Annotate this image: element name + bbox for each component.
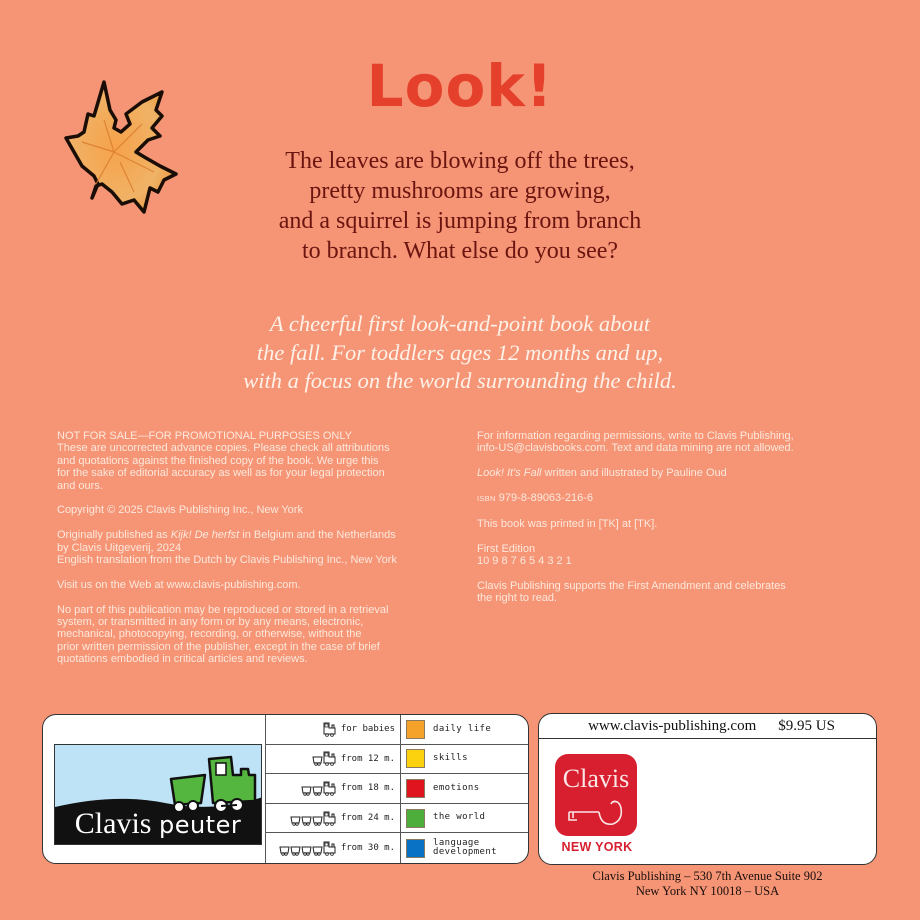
original-publication: Originally published as Kijk! De herfst in Belgium and the Netherlands — [57, 529, 396, 542]
notice-heading: NOT FOR SALE—FOR PROMOTIONAL PURPOSES ONLY — [57, 430, 353, 442]
isbn-label: ISBN — [477, 494, 496, 503]
tagline-line: the fall. For toddlers ages 12 months and up, — [256, 339, 664, 365]
train-icon — [312, 751, 337, 766]
clavis-logo-word: Clavis — [562, 764, 630, 793]
isbn — [477, 492, 877, 505]
blurb — [0, 146, 920, 266]
notice-line: for the sake of editorial accuracy as well as for your legal protection — [57, 467, 385, 480]
age-row: from 24 m. — [266, 804, 400, 834]
publisher-box — [538, 713, 877, 865]
price: $9.95 US — [778, 717, 835, 734]
train-icon — [323, 722, 337, 737]
age-levels — [265, 715, 400, 863]
amendment-line: the right to read. — [477, 592, 558, 605]
logo-wordmark: Clavis peuter — [74, 807, 242, 840]
address-line: Clavis Publishing – 530 7th Avenue Suite 902 — [592, 869, 823, 883]
tagline-line: with a focus on the world surrounding the child. — [243, 368, 677, 393]
publisher-url[interactable]: www.clavis-publishing.com — [588, 717, 757, 734]
copyright: Copyright © 2025 Clavis Publishing Inc., New York — [57, 504, 303, 517]
topic-row: language development — [401, 833, 529, 863]
author-credit: Look! It's Fall written and illustrated by Pauline Oud — [477, 467, 727, 480]
topic-row: daily life — [401, 715, 529, 745]
color-swatch — [406, 720, 425, 739]
age-row: from 30 m. — [266, 833, 400, 863]
blurb-line: and a squirrel is jumping from branch — [278, 208, 642, 234]
translation-credit: English translation from the Dutch by Clavis Publishing Inc., New York — [57, 554, 397, 567]
age-row: from 12 m. — [266, 745, 400, 775]
age-row: from 18 m. — [266, 774, 400, 804]
book-title: Look! — [366, 52, 554, 120]
train-icon — [290, 811, 337, 826]
rights-line: mechanical, photocopying, recording, or otherwise, without the — [57, 628, 362, 641]
train-icon — [279, 841, 337, 856]
printed-line: This book was printed in [TK] at [TK]. — [477, 517, 658, 530]
topic-row: skills — [401, 745, 529, 775]
train-icon — [301, 781, 337, 796]
color-swatch — [406, 779, 425, 798]
legal-right-column — [477, 430, 877, 605]
rights-line: prior written permission of the publisher, except in the case of brief — [57, 640, 380, 653]
isbn-number: 979-8-89063-216-6 — [498, 492, 593, 504]
color-swatch — [406, 839, 425, 858]
original-publisher: by Clavis Uitgeverij, 2024 — [57, 541, 182, 554]
permissions-line: For information regarding permissions, write to Clavis Publishing, — [477, 430, 794, 442]
clavis-peuter-logo — [54, 744, 262, 845]
topic-row: emotions — [401, 774, 529, 804]
rights-line: system, or transmitted in any form or by any means, electronic, — [57, 616, 364, 629]
topic-row: the world — [401, 804, 529, 834]
original-title: Kijk! De herfst — [170, 529, 240, 542]
age-row: for babies — [266, 715, 400, 745]
color-swatch — [406, 809, 425, 828]
print-line: 10 9 8 7 6 5 4 3 2 1 — [477, 555, 572, 567]
edition: First Edition — [477, 542, 536, 555]
rights-line: quotations embodied in critical articles and reviews. — [57, 653, 308, 666]
blurb-line: pretty mushrooms are growing, — [309, 178, 611, 204]
blurb-line: The leaves are blowing off the trees, — [285, 148, 635, 174]
publisher-address — [538, 869, 877, 899]
tagline — [0, 310, 920, 396]
series-info-box — [42, 714, 529, 864]
notice-line: and ours. — [57, 479, 103, 492]
address-line: New York NY 10018 – USA — [635, 884, 780, 898]
color-swatch — [406, 749, 425, 768]
notice-line: These are uncorrected advance copies. Please check all attributions — [57, 442, 390, 455]
publisher-header — [539, 714, 876, 739]
clavis-logo — [555, 754, 637, 836]
tagline-line: A cheerful first look-and-point book about — [269, 311, 651, 336]
blurb-line: to branch. What else do you see? — [301, 238, 619, 264]
clavis-city: NEW YORK — [561, 840, 633, 854]
topic-categories — [400, 715, 529, 863]
notice-line: and quotations against the finished copy of the book. We urge this — [57, 454, 379, 467]
website-line: Visit us on the Web at www.clavis-publishing.com. — [57, 578, 301, 591]
permissions-line: info-US@clavisbooks.com. Text and data mining are not allowed. — [477, 442, 794, 455]
rights-line: No part of this publication may be reproduced or stored in a retrieval — [57, 603, 389, 616]
amendment-line: Clavis Publishing supports the First Amendment and celebrates — [477, 579, 786, 592]
credit-title: Look! It's Fall — [477, 467, 542, 480]
legal-left-column — [57, 430, 477, 666]
key-icon — [567, 798, 627, 828]
